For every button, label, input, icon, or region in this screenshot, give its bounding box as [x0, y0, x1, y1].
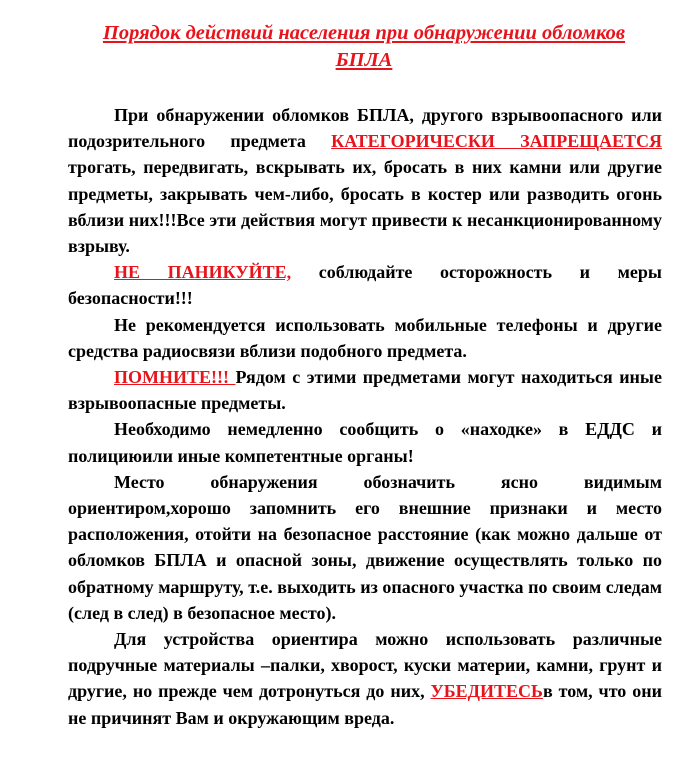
- title-line-2: БПЛА: [335, 49, 393, 71]
- paragraph-text: трогать, передвигать, вскрывать их, бросать в них камни или другие предметы, закрывать чем-либо, бросать в костер или разводить огонь вблизи них!!!Все эти действия могут привести к несанкционированному взрыву.: [68, 157, 662, 257]
- paragraph-text: Место обнаружения обозначить ясно видимым ориентиром,хорошо запомнить его внешние признаки и место расположения, отойти на безопасное расстояние (как можно дальше от обломков БПЛА и опасной зоны, движение осуществлять только по обратному маршруту, т.е. выходить из опасного участка по своим следам (след в след) в безопасное место).: [68, 471, 662, 623]
- highlight-remember: ПОМНИТЕ!!!: [114, 367, 236, 388]
- highlight-make-sure: УБЕДИТЕСЬ: [430, 681, 543, 702]
- paragraph-text: Рядом с этими предметами могут находиться иные взрывоопасные предметы.: [68, 367, 662, 414]
- paragraph-text: в том, что они не причинят Вам и окружающим вреда.: [68, 681, 662, 728]
- paragraph-text: соблюдайте осторожность и меры безопасности!!!: [68, 262, 662, 309]
- paragraph-report: [68, 416, 662, 468]
- paragraph-text: Для устройства ориентира можно использовать различные подручные материалы –палки, хворост, куски материи, камни, грунт и другие, но прежде чем дотронуться до них,: [68, 629, 662, 702]
- paragraph-no-panic: [68, 259, 662, 311]
- paragraph-no-phones: [68, 312, 662, 364]
- document-title: [66, 20, 662, 74]
- paragraph-mark-location: [68, 469, 662, 626]
- paragraph-landmark-materials: [68, 626, 662, 731]
- document-body: [68, 102, 662, 731]
- highlight-categorically-forbidden: КАТЕГОРИЧЕСКИ ЗАПРЕЩАЕТСЯ: [331, 131, 662, 152]
- paragraph-remember: [68, 364, 662, 416]
- paragraph-text: При обнаружении обломков БПЛА, другого взрывоопасного или подозрительного предмета: [68, 105, 662, 152]
- paragraph-text: Необходимо немедленно сообщить о «находке» в ЕДДС и полициюили иные компетентные органы!: [68, 419, 662, 466]
- title-line-1: Порядок действий населения при обнаружении обломков: [102, 22, 626, 44]
- highlight-no-panic: НЕ ПАНИКУЙТЕ,: [114, 262, 292, 283]
- paragraph-prohibition: [68, 102, 662, 259]
- paragraph-text: Не рекомендуется использовать мобильные телефоны и другие средства радиосвязи вблизи подобного предмета.: [68, 314, 662, 361]
